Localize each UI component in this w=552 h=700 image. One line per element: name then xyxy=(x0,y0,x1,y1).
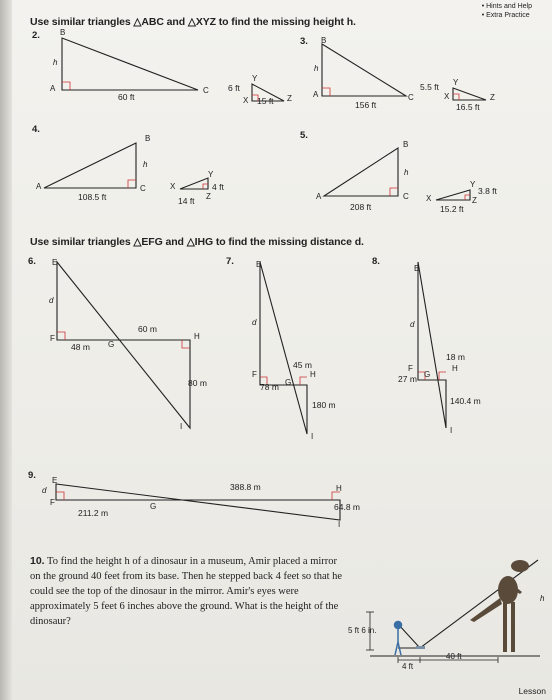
p6-HI: 80 m xyxy=(188,378,207,388)
p7-label-G: G xyxy=(285,378,292,387)
p4-label-B: B xyxy=(145,134,151,143)
p9-GH: 388.8 m xyxy=(230,482,261,492)
p8-HI: 140.4 m xyxy=(450,396,481,406)
section1-instruction: Use similar triangles △ABC and △XYZ to find the missing height h. xyxy=(30,16,356,28)
p2-label-h: h xyxy=(53,58,58,67)
p3-base: 156 ft xyxy=(355,100,377,110)
p3-label-C: C xyxy=(408,93,414,102)
p3-large-triangle xyxy=(322,44,406,96)
p5-label-B: B xyxy=(403,140,409,149)
p7-FG: 78 m xyxy=(260,382,279,392)
p9-number: 9. xyxy=(28,470,36,481)
p6-label-d: d xyxy=(49,296,54,305)
p8-label-H: H xyxy=(452,364,458,373)
p10-dist-dino: 40 ft xyxy=(446,652,462,661)
p9-label-d: d xyxy=(42,486,47,495)
p4-label-A: A xyxy=(36,182,42,191)
p6-label-H: H xyxy=(194,332,200,341)
p4-number: 4. xyxy=(32,124,40,135)
p4-label-Y: Y xyxy=(208,170,214,179)
p10-mirror xyxy=(416,646,425,649)
p7-number: 7. xyxy=(226,256,234,267)
p10-label-h: h xyxy=(540,594,545,603)
p2-label-B: B xyxy=(60,28,66,37)
section2-instruction: Use similar triangles △EFG and △IHG to find the missing distance d. xyxy=(30,236,364,248)
p4-large-triangle xyxy=(44,143,136,188)
p4-small-triangle xyxy=(180,178,208,189)
p3-label-h: h xyxy=(314,64,319,73)
p9-FG: 211.2 m xyxy=(78,508,109,518)
p5-small-base: 15.2 ft xyxy=(440,204,464,214)
p3-label-Y: Y xyxy=(453,78,459,87)
p3-label-A: A xyxy=(313,90,319,99)
p8-FG: 27 m xyxy=(398,374,417,384)
p3-small-base: 16.5 ft xyxy=(456,102,480,112)
p4-label-h: h xyxy=(143,160,148,169)
p4-label-C: C xyxy=(140,184,146,193)
p3-label-B: B xyxy=(321,36,327,45)
p9-HI: 64.8 m xyxy=(334,502,360,512)
p8-crossed-triangles xyxy=(418,262,446,428)
p5-large-triangle xyxy=(324,148,398,196)
p6-label-G: G xyxy=(108,340,115,349)
p10-reflection-line xyxy=(398,560,538,648)
p4-small-height: 4 ft xyxy=(212,182,224,192)
p2-small-height: 6 ft xyxy=(228,83,240,93)
p6-label-E: E xyxy=(52,258,58,267)
p8-number: 8. xyxy=(372,256,380,267)
p10-eye-height: 5 ft 6 in. xyxy=(348,626,377,635)
p2-label-X: X xyxy=(243,96,249,105)
p9-label-G: G xyxy=(150,502,157,511)
p2-label-Y: Y xyxy=(252,74,258,83)
p5-label-X: X xyxy=(426,194,432,203)
p6-FG: 48 m xyxy=(71,342,90,352)
p5-label-Y: Y xyxy=(470,180,476,189)
p5-base: 208 ft xyxy=(350,202,372,212)
p8-label-G: G xyxy=(424,370,431,379)
p5-number: 5. xyxy=(300,130,308,141)
hints-line[interactable]: • Hints and Help xyxy=(481,3,532,10)
p5-label-h: h xyxy=(404,168,409,177)
p5-label-Z: Z xyxy=(472,196,477,205)
p7-label-E: E xyxy=(256,260,262,269)
p2-label-A: A xyxy=(50,84,56,93)
p2-number: 2. xyxy=(32,30,40,41)
p7-label-I: I xyxy=(311,432,314,441)
p5-label-A: A xyxy=(316,192,322,201)
p4-small-base: 14 ft xyxy=(178,196,195,206)
p8-label-d: d xyxy=(410,320,415,329)
p7-label-F: F xyxy=(252,370,257,379)
p2-label-C: C xyxy=(203,86,209,95)
p2-large-triangle xyxy=(62,38,198,90)
p2-label-Z: Z xyxy=(287,94,292,103)
p7-crossed-triangles xyxy=(260,262,307,434)
p2-base: 60 ft xyxy=(118,92,135,102)
p9-label-E: E xyxy=(52,476,58,485)
p4-base: 108.5 ft xyxy=(78,192,107,202)
p8-GH: 18 m xyxy=(446,352,465,362)
p7-GH: 45 m xyxy=(293,360,312,370)
p5-label-C: C xyxy=(403,192,409,201)
p3-number: 3. xyxy=(300,36,308,47)
p9-label-I: I xyxy=(338,520,341,529)
p7-HI: 180 m xyxy=(312,400,336,410)
p10-text: To find the height h of a dinosaur in a museum, Amir placed a mirror on the ground 40 feet from its base. Then he stepped back 4 feet so that he could see the top of the dinosaur in the mirror. Amir's eyes were approximately 5 feet 6 inches above the ground. What is the height of the dinosaur? xyxy=(30,556,343,627)
p6-number: 6. xyxy=(28,256,36,267)
p8-label-F: F xyxy=(408,364,413,373)
p10-person-figure xyxy=(395,622,402,656)
p8-label-I: I xyxy=(450,426,453,435)
p4-label-X: X xyxy=(170,182,176,191)
p5-small-height: 3.8 ft xyxy=(478,186,497,196)
p6-GH: 60 m xyxy=(138,324,157,334)
page-footer: Lesson xyxy=(518,686,546,696)
p7-label-H: H xyxy=(310,370,316,379)
p9-label-H: H xyxy=(336,484,342,493)
p4-label-Z: Z xyxy=(206,192,211,201)
p6-label-F: F xyxy=(50,334,55,343)
p7-label-d: d xyxy=(252,318,257,327)
p10-dist-person: 4 ft xyxy=(402,662,414,671)
p3-small-height: 5.5 ft xyxy=(420,82,439,92)
p9-label-F: F xyxy=(50,498,55,507)
p6-label-I: I xyxy=(180,422,183,431)
p3-label-X: X xyxy=(444,92,450,101)
p8-label-E: E xyxy=(414,264,420,273)
p10-number: 10. xyxy=(30,555,45,567)
p3-label-Z: Z xyxy=(490,93,495,102)
p2-small-base: 15 ft xyxy=(257,96,274,106)
extra-practice-line[interactable]: • Extra Practice xyxy=(481,12,530,19)
p10-text-block xyxy=(30,554,348,629)
